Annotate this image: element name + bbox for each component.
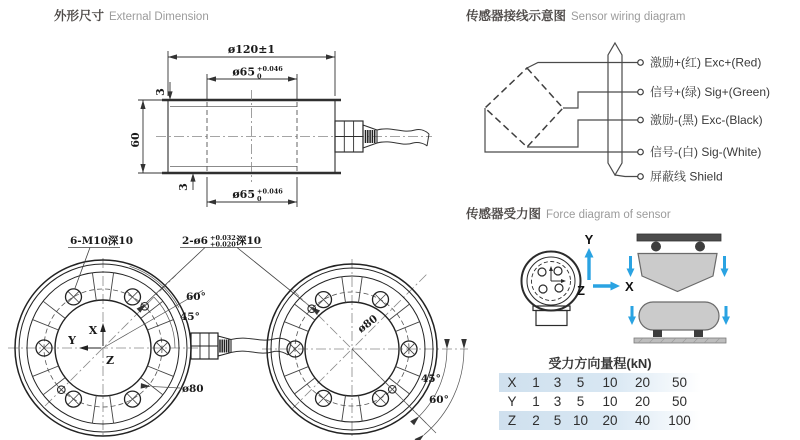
hopper-application	[627, 234, 729, 292]
row-label: Y	[507, 394, 517, 409]
view-axis-z: Z	[105, 354, 115, 367]
y-axis-arrow	[585, 248, 594, 258]
wire-label-exc-plus: 激励+(红) Exc+(Red)	[650, 55, 762, 70]
cell: 5	[576, 375, 585, 390]
pin-note-prefix: 2-ø6	[182, 235, 208, 247]
dim-dia65-bottom-tol-dn: 0	[257, 195, 262, 203]
cell: 20	[634, 375, 651, 390]
external-dimension-drawing	[130, 30, 465, 230]
table-row-x	[499, 373, 701, 392]
bolt-circle-label: ø80	[355, 312, 381, 336]
x-axis-label: X	[625, 279, 634, 294]
dim-dia65-top-label: ø65	[232, 65, 255, 79]
wiring-diagram-title	[466, 6, 685, 25]
z-axis-label: Z	[577, 283, 585, 298]
row-label: Z	[507, 413, 517, 428]
load-cell-mount	[695, 242, 705, 252]
title-en: Sensor wiring diagram	[571, 11, 686, 23]
row-label: X	[507, 375, 517, 390]
xyz-axes	[577, 232, 634, 298]
angle-45-label: 45°	[180, 311, 200, 323]
range-table-title: 受力方向量程(kN)	[548, 356, 652, 371]
cell: 1	[532, 394, 540, 409]
angle-60-label: 60°	[186, 291, 206, 303]
dim-height60-label: 60	[129, 132, 142, 148]
wire-exc-plus	[527, 63, 638, 69]
cell: 10	[602, 375, 618, 390]
angle-dims	[103, 266, 203, 348]
title-en: Force diagram of sensor	[546, 209, 671, 221]
dim-dia65-bottom-label: ø65	[232, 188, 255, 201]
wire-shield	[615, 175, 638, 177]
pin-note-tol-up: +0.032	[210, 234, 236, 242]
wire-label-shield: 屏蔽线 Shield	[650, 169, 723, 184]
title-zh: 外形尺寸	[54, 9, 105, 23]
cell: 100	[668, 413, 691, 428]
cell: 50	[671, 394, 688, 409]
sensor-wiring-diagram	[465, 35, 800, 197]
dim-dia120-label: ø120±1	[227, 43, 276, 56]
load-cell-mount	[651, 242, 661, 252]
cell: 20	[602, 413, 618, 428]
dim-dia65-bottom-tol-up: +0.046	[257, 187, 283, 196]
title-zh: 传感器接线示意图	[466, 9, 567, 23]
title-zh: 传感器受力图	[466, 207, 542, 221]
force-diagram	[495, 220, 745, 352]
dim-plate3-bottom-label: 3	[177, 183, 190, 191]
external-dimension-title	[54, 6, 209, 25]
bolt-circle-label: ø80	[182, 383, 204, 395]
dim-dia65-top-tol-dn: 0	[257, 72, 262, 81]
wire-sig-plus	[563, 92, 638, 108]
angle-45-label: 45°	[421, 373, 441, 385]
cell: 3	[553, 394, 562, 409]
cell: 1	[532, 375, 540, 390]
tank-application	[628, 302, 730, 343]
view-axes	[67, 323, 114, 367]
cable	[377, 129, 429, 146]
cell: 20	[634, 394, 651, 409]
front-view-right	[262, 259, 468, 440]
cell: 3	[553, 375, 562, 390]
cell: 5	[576, 394, 585, 409]
center-lines	[156, 90, 432, 182]
wheatstone-bridge	[485, 68, 563, 147]
cell: 40	[634, 413, 651, 428]
cable-gland	[335, 121, 377, 152]
dim-dia65-top-tol-up: +0.046	[257, 65, 283, 73]
terminal-circles	[638, 60, 644, 180]
cell: 5	[553, 413, 562, 428]
range-table	[499, 354, 701, 430]
dim-plate3-top-label: 3	[154, 88, 167, 96]
front-view-left	[8, 258, 291, 438]
cell: 2	[532, 413, 540, 428]
cell: 10	[602, 394, 618, 409]
angle-dims	[352, 349, 464, 435]
table-row-y	[499, 392, 701, 411]
view-axis-x: X	[88, 324, 98, 337]
wire-exc-minus	[527, 120, 638, 147]
cell: 50	[671, 375, 688, 390]
view-axis-y: Y	[68, 334, 76, 347]
cell: 10	[572, 413, 589, 428]
wire-label-sig-minus: 信号-(白) Sig-(White)	[650, 145, 762, 159]
title-en: External Dimension	[109, 11, 209, 23]
pin-note-suffix: 深10	[236, 235, 262, 247]
table-row-z	[499, 411, 701, 430]
bolt-note-label: 6-M10深10	[70, 235, 134, 247]
y-axis-label: Y	[584, 232, 594, 247]
front-views-drawing	[0, 230, 478, 440]
cable-gland-side	[191, 333, 231, 359]
wire-label-sig-plus: 信号+(绿) Sig+(Green)	[650, 85, 771, 99]
wire-label-exc-minus: 激励-(黑) Exc-(Black)	[650, 113, 763, 127]
cable-side	[231, 338, 291, 355]
angle-60-label: 60°	[429, 394, 449, 406]
wires	[485, 63, 638, 177]
dim-plate3-bottom	[190, 173, 195, 190]
pin-note-tol-dn: +0.020	[210, 240, 236, 249]
x-axis-arrow	[611, 282, 621, 291]
sensor-front-view	[522, 252, 581, 326]
